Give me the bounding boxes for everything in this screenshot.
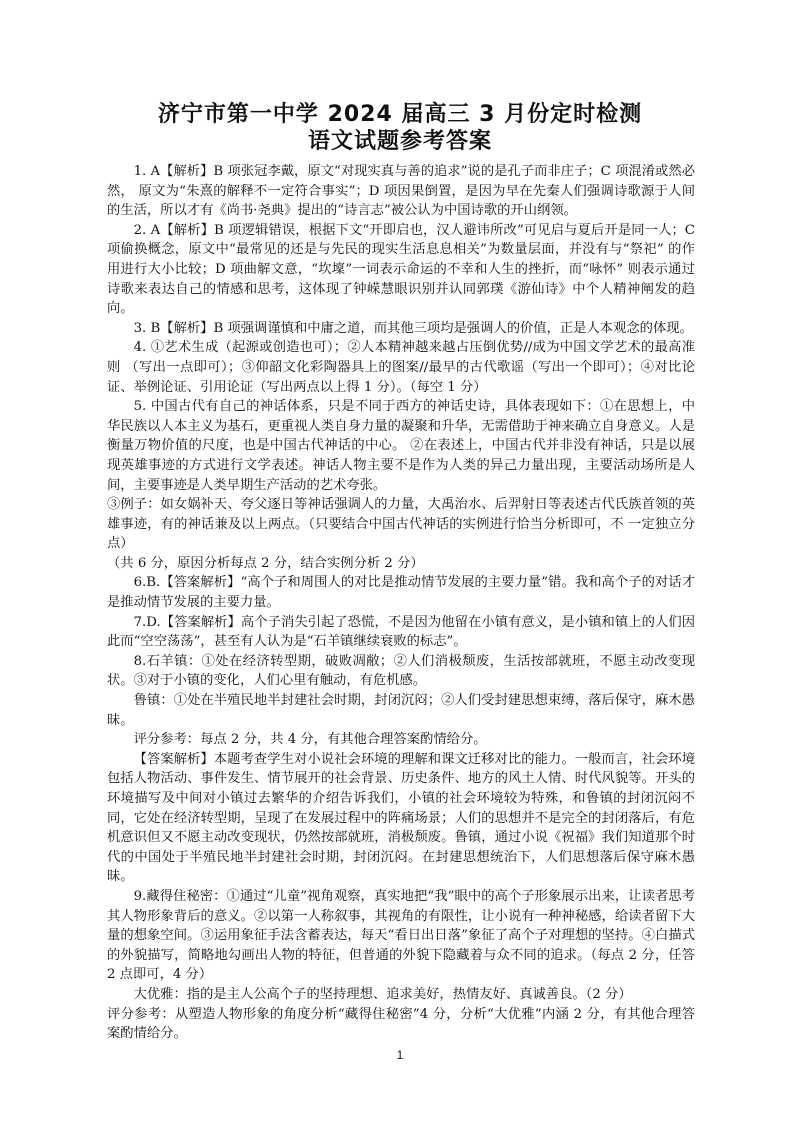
answer-paragraph-8-luzhen: 鲁镇：①处在半殖民地半封建社会时期，封闭沉闷；②人们受封建思想束缚，落后保守，麻木愚昧。 xyxy=(107,693,695,728)
answer-paragraph-6: 6.B.【答案解析】“高个子和周围人的对比是推动情节发展的主要力量”错。我和高个子的对话才是推动情节发展的主要力量。 xyxy=(107,575,695,611)
answer-paragraph-4: 4. ①艺术生成（起源或创造也可）；②人本精神越来越占压倒优势//成为中国文学艺术的最高准则 （写出一点即可）；③仰韶文化彩陶器具上的图案//最早的古代歌谣（写出一个即可）；④对比论证、举例论证、引用论证（写出两点以上得 1 分）。（每空 1 分） xyxy=(107,340,695,395)
answer-paragraph-1: 1. A【解析】B 项张冠李戴，原文“对现实真与善的追求”说的是孔子而非庄子；C 项混淆或然必然， 原文为“朱熹的解释不一定符合事实”；D 项因果倒置，是因为早在先秦人们强调诗歌源于人间的生活，所以才有《尚书·尧典》提出的“诗言志”被公认为中国诗歌的开山纲领。 xyxy=(107,164,695,219)
answer-paragraph-5-scoring: （共 6 分，原因分析每点 2 分，结合实例分析 2 分） xyxy=(107,555,424,571)
answer-paragraph-7: 7.D.【答案解析】高个子消失引起了恐慌，不是因为他留在小镇有意义，是小镇和镇上的人们因此而“空空荡荡”，甚至有人认为是“石羊镇继续衰败的标志”。 xyxy=(107,614,695,650)
answer-paragraph-8-analysis: 【答案解析】本题考查学生对小说社会环境的理解和课文迁移对比的能力。一般而言，社会环境包括人物活动、事件发生、情节展开的社会背景、历史条件、地方的风土人情、时代风貌等。开头的环境描写及中间对小镇过去繁华的介绍告诉我们，小镇的社会环境较为特殊，和鲁镇的封闭沉闷不同，它处在经济转型期，呈现了在发展过程中的阵痛场景；人们的思想并不是完全的封闭落后，有危机意识但又不愿主动改变现状，仍然按部就班，消极颓废。鲁镇，通过小说《祝福》我们知道那个时代的中国处于半殖民地半封建社会时期，封闭沉闷。在封建思想统治下，人们思想落后保守麻木愚昧。 xyxy=(107,751,695,885)
answer-paragraph-9-elegance: 大优雅：指的是主人公高个子的坚持理想、追求美好，热情友好、真诚善良。（2 分） xyxy=(133,986,632,1002)
document-subtitle: 语文试题参考答案 xyxy=(307,129,492,154)
answer-paragraph-8: 8.石羊镇：①处在经济转型期，破败凋敝；②人们消极颓废，生活按部就班，不愿主动改变现状。③对于小镇的变化，人们心里有触动，有危机感。 xyxy=(107,653,695,689)
answer-paragraph-9: 9.藏得住秘密：①通过“儿童”视角观察，真实地把“我”眼中的高个子形象展示出来，让读者思考其人物形象背后的意义。②以第一人称叙事，其视角的有限性，让小说有一种神秘感，给读者留下大量的想象空间。③运用象征手法含蓄表达，每天“看日出日落”象征了高个子对理想的坚持。④白描式的外貌描写，简略地勾画出人物的特征，但普通的外貌下隐藏着与众不同的追求。（每点 2 分，任答 2 点即可，4 分） xyxy=(107,888,695,983)
answer-paragraph-8-scoring: 评分参考：每点 2 分，共 4 分，有其他合理答案酌情给分。 xyxy=(133,732,487,748)
answer-paragraph-2: 2. A【解析】B 项逻辑错误，根据下文“开即启也，汉人避讳所改”可见启与夏后开是同一人；C 项偷换概念，原文中“最常见的还是与先民的现实生活息息相关”为数量层面，并没有与“祭祀” 的作用进行大小比较；D 项曲解文意，“坎壈”一词表示命运的不幸和人生的挫折，而“咏怀” 则表示通过诗歌来表达自己的情感和思考，这体现了钟嵘慧眼识别并认同郭璞《游仙诗》中个人精神阐发的趋向。 xyxy=(107,222,695,317)
answer-paragraph-5: 5. 中国古代有自己的神话体系，只是不同于西方的神话史诗，具体表现如下：①在思想上，中华民族以人本主义为基石，更重视人类自身力量的凝聚和升华，无需借助于神来确立自身意义。人是衡量万物价值的尺度，也是中国古代神话的中心。 ②在表述上，中国古代并非没有神话，只是以展现英雄事迹的方式进行文学表述。神话人物主要不是作为人类的异己力量出现，主要活动场所是人间，主要事迹是人类早期生产活动的艺术夸张。 xyxy=(107,399,695,493)
answer-body xyxy=(107,162,695,1044)
document-title: 济宁市第一中学 2024 届高三 3 月份定时检测 xyxy=(157,102,643,127)
answer-paragraph-9-scoring: 评分参考：从塑造人物形象的角度分析“藏得住秘密”4 分，分析“大优雅”内涵 2 分，有其他合理答案酌情给分。 xyxy=(107,1006,695,1042)
answer-paragraph-3: 3. B【解析】B 项强调谨慎和中庸之道，而其他三项均是强调人的价值，正是人本观念的体现。 xyxy=(133,320,693,336)
answer-paragraph-5-example: ③例子：如女娲补天、夸父逐日等神话强调人的力量，大禹治水、后羿射日等表述古代氏族首领的英雄事迹，有的神话兼及以上两点。（只要结合中国古代神话的实例进行恰当分析即可，不 一定独立分点） xyxy=(107,497,695,552)
page-number: 1 xyxy=(396,1048,404,1062)
